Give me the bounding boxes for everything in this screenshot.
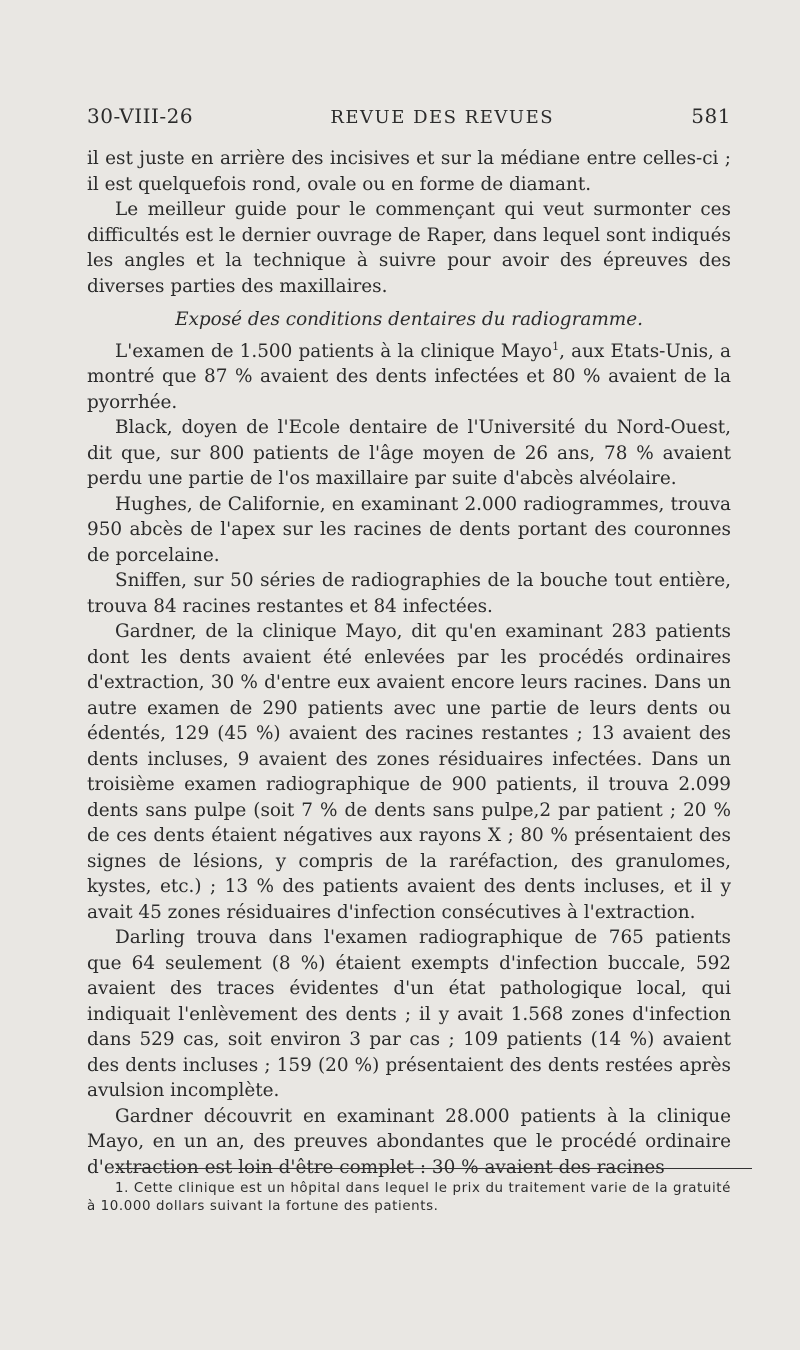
- main-text: [87, 146, 731, 1180]
- header-title: REVUE DES REVUES: [330, 107, 555, 128]
- paragraph: Darling trouva dans l'examen radiographique de 765 patients que 64 seulement (8 %) étaient exempts d'infection buccale, 592 avaient des traces évidentes d'un état pathologique local, qui indiquait l'enlèvement des dents ; il y avait 1.568 zones d'infection dans 529 cas, soit environ 3 par cas ; 109 patients (14 %) avaient des dents incluses ; 159 (20 %) présentaient des dents restées après avulsion incomplète.: [87, 927, 731, 1101]
- paragraph: Black, doyen de l'Ecole dentaire de l'Université du Nord-Ouest, dit que, sur 800 patients de l'âge moyen de 26 ans, 78 % avaient perdu une partie de l'os maxillaire par suite d'abcès alvéolaire.: [87, 417, 731, 489]
- paragraph: il est juste en arrière des incisives et sur la médiane entre celles-ci ; il est quelquefois rond, ovale ou en forme de diamant.: [87, 148, 731, 195]
- paragraph: Hughes, de Californie, en examinant 2.000 radiogrammes, trouva 950 abcès de l'apex sur les racines de dents portant des couronnes de porcelaine.: [87, 493, 731, 566]
- page-number: 581: [691, 104, 731, 128]
- running-header: [87, 104, 731, 128]
- paragraph-text: , aux Etats-Unis, a montré que 87 % avaient des dents infectées et 80 % avaient de la pyorrhée.: [87, 340, 731, 413]
- paragraph: Le meilleur guide pour le commençant qui veut surmonter ces difficultés est le dernier ouvrage de Raper, dans lequel sont indiqués les angles et la technique à suivre pour avoir des épreuves des diverses parties des maxillaires.: [87, 199, 731, 297]
- header-date: 30-VIII-26: [87, 104, 194, 128]
- paragraph: Sniffen, sur 50 séries de radiographies de la bouche tout entière, trouva 84 racines restantes et 84 infectées.: [87, 570, 731, 617]
- footnote-marker: 1: [552, 339, 560, 353]
- paragraph-text: L'examen de 1.500 patients à la clinique Mayo: [115, 340, 553, 362]
- footnote-divider: [116, 1168, 752, 1169]
- footnote: 1. Cette clinique est un hôpital dans lequel le prix du traitement varie de la gratuité à 10.000 dollars suivant la fortune des patients.: [87, 1181, 731, 1214]
- section-heading: Exposé des conditions dentaires du radiogramme.: [175, 309, 643, 330]
- paragraph: Gardner, de la clinique Mayo, dit qu'en examinant 283 patients dont les dents avaient été enlevées par les procédés ordinaires d'extraction, 30 % d'entre eux avaient encore leurs racines. Dans un autre examen de 290 patients avec une partie de leurs dents ou édentés, 129 (45 %) avaient des racines restantes ; 13 avaient des dents incluses, 9 avaient des zones résiduaires infectées. Dans un troisième examen radiographique de 900 patients, il trouva 2.099 dents sans pulpe (soit 7 % de dents sans pulpe,2 par patient ; 20 % de ces dents étaient négatives aux rayons X ; 80 % présentaient des signes de lésions, y compris de la raréfaction, des granulomes, kystes, etc.) ; 13 % des patients avaient des dents incluses, et il y avait 45 zones résiduaires d'infection consécutives à l'extraction.: [87, 621, 731, 923]
- paragraph: [87, 339, 731, 416]
- paragraph: Gardner découvrit en examinant 28.000 patients à la clinique Mayo, en un an, des preuves abondantes que le procédé ordinaire d'extraction est loin d'être complet : 30 % avaient des racines: [87, 1105, 731, 1178]
